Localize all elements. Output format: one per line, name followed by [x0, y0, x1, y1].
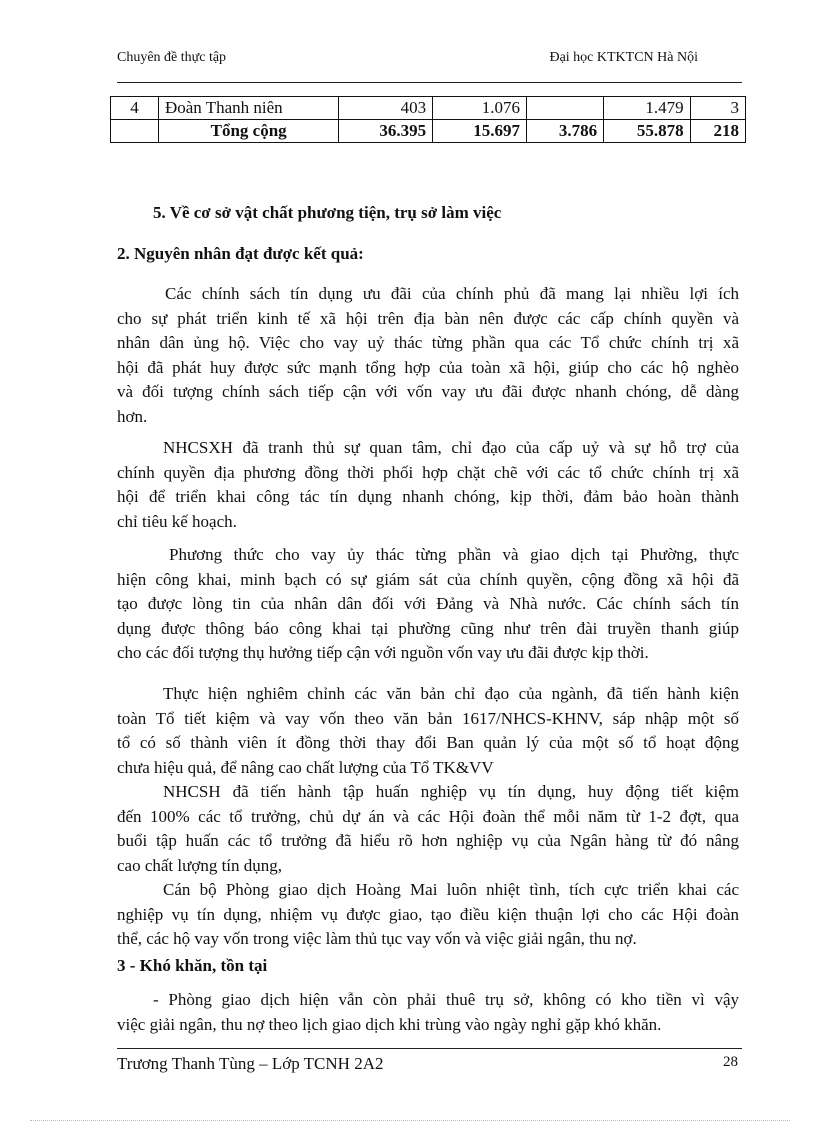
section-2-heading: 2. Nguyên nhân đạt được kết quả:: [117, 244, 364, 263]
table-cell: 218: [690, 120, 745, 143]
table-cell: 1.479: [604, 97, 691, 120]
text-line: hơn.: [117, 406, 148, 426]
table-cell: 36.395: [339, 120, 433, 143]
page-edge-divider: [30, 1120, 790, 1121]
table-row: [111, 97, 746, 120]
text-line: tổ có số thành viên ít đồng thời thay đổi Ban quản lý của một số tổ hoạt động: [117, 733, 739, 752]
text-line: Thực hiện nghiêm chỉnh các văn bản chỉ đạo của ngành, đã tiến hành kiện: [163, 684, 739, 703]
table-cell: Đoàn Thanh niên: [158, 97, 338, 120]
text-line: Phương thức cho vay ủy thác từng phần và giao dịch tại Phường, thực: [169, 545, 739, 564]
text-line: cho các đối tượng thụ hưởng tiếp cận với nguồn vốn vay ưu đãi được kịp thời.: [117, 643, 649, 662]
table-cell: 403: [339, 97, 433, 120]
header-left-text: Chuyên đề thực tập: [117, 50, 227, 65]
table-cell: [111, 120, 159, 143]
table-total-label: Tổng cộng: [158, 120, 338, 143]
text-line: và đối tượng chính sách tiếp cận với vốn vay ưu đãi được nhanh chóng, dễ dàng: [117, 382, 739, 401]
footer-author: Trương Thanh Tùng – Lớp TCNH 2A2: [117, 1054, 384, 1073]
section-5-heading: 5. Về cơ sở vật chất phương tiện, trụ sở làm việc: [153, 203, 502, 222]
table-cell: 55.878: [604, 120, 691, 143]
footer-divider: [117, 1048, 742, 1049]
text-line: chỉ tiêu kế hoạch.: [117, 511, 237, 531]
text-line: hội để triển khai công tác tín dụng nhanh chóng, kịp thời, đảm bảo hoàn thành: [117, 487, 739, 506]
text-line: NHCSH đã tiến hành tập huấn nghiệp vụ tín dụng, huy động tiết kiệm: [163, 782, 739, 801]
summary-table: [110, 96, 746, 143]
header-divider: [117, 82, 742, 83]
text-line: nghiệp vụ tín dụng, nhiệm vụ được giao, tạo điều kiện thuận lợi cho các Hội đoàn: [117, 904, 739, 924]
page-header: [117, 50, 742, 72]
paragraph-4: [117, 682, 739, 952]
text-line: Các chính sách tín dụng ưu đãi của chính phủ đã mang lại nhiều lợi ích: [165, 284, 739, 303]
text-line: hội đã phát huy được sức mạnh tổng hợp của toàn xã hội, giúp cho các hộ nghèo: [117, 357, 739, 377]
table-cell: 3.786: [526, 120, 603, 143]
paragraph-1: [117, 282, 739, 429]
text-line: Cán bộ Phòng giao dịch Hoàng Mai luôn nhiệt tình, tích cực triển khai các: [163, 880, 739, 899]
table-cell: [526, 97, 603, 120]
text-line: toàn Tổ tiết kiệm và vay vốn theo văn bản 1617/NHCS-KHNV, sáp nhập một số: [117, 708, 739, 728]
table-cell: 15.697: [433, 120, 527, 143]
text-line: chính quyền địa phương đồng thời phối hợp chặt chẽ với các tổ chức chính trị xã: [117, 462, 739, 482]
table-total-row: [111, 120, 746, 143]
text-line: hiện công khai, minh bạch có sự giám sát của chính quyền, cộng đồng xã hội đã: [117, 569, 739, 589]
paragraph-3: [117, 543, 739, 666]
text-line: cho sự phát triển kinh tế xã hội trên địa bàn nên được các cấp chính quyền và: [117, 308, 739, 328]
table-cell: 1.076: [433, 97, 527, 120]
text-line: thể, các hộ vay vốn trong việc làm thủ tục vay vốn và việc giải ngân, thu nợ.: [117, 929, 637, 948]
text-line: dụng được thông báo công khai tại phường cũng như trên đài truyền thanh giúp: [117, 618, 739, 638]
table-cell: 3: [690, 97, 745, 120]
text-line: tạo được lòng tin của nhân dân đối với Đảng và Nhà nước. Các chính sách tín: [117, 594, 739, 613]
paragraph-2: [117, 436, 739, 534]
header-right-text: Đại học KTKTCN Hà Nội: [549, 50, 698, 65]
page-number: 28: [723, 1054, 738, 1070]
text-line: nhân dân ủng hộ. Việc cho vay uỷ thác từng phần qua các Tổ chức chính trị xã: [117, 333, 739, 352]
text-line: việc giải ngân, thu nợ theo lịch giao dịch khi trùng vào ngày nghỉ gặp khó khăn.: [117, 1014, 662, 1034]
text-line: NHCSXH đã tranh thủ sự quan tâm, chỉ đạo của cấp uỷ và sự hỗ trợ của: [163, 438, 739, 457]
paragraph-5: [117, 988, 739, 1037]
page-footer: [117, 1054, 742, 1078]
text-line: đến 100% các tổ trưởng, chủ dự án và các Hội đoàn thể mỗi năm từ 1-2 đợt, qua: [117, 806, 739, 826]
table-cell: 4: [111, 97, 159, 120]
text-line: chưa hiệu quả, để nâng cao chất lượng của Tổ TK&VV: [117, 757, 494, 777]
text-line: buổi tập huấn các tổ trưởng đã hiểu rõ hơn nghiệp vụ của Ngân hàng từ đó nâng: [117, 831, 739, 850]
text-line: cao chất lượng tín dụng,: [117, 855, 283, 875]
section-3-heading: 3 - Khó khăn, tồn tại: [117, 956, 268, 975]
text-line: - Phòng giao dịch hiện vẫn còn phải thuê trụ sở, không có kho tiền vì vậy: [153, 990, 739, 1009]
